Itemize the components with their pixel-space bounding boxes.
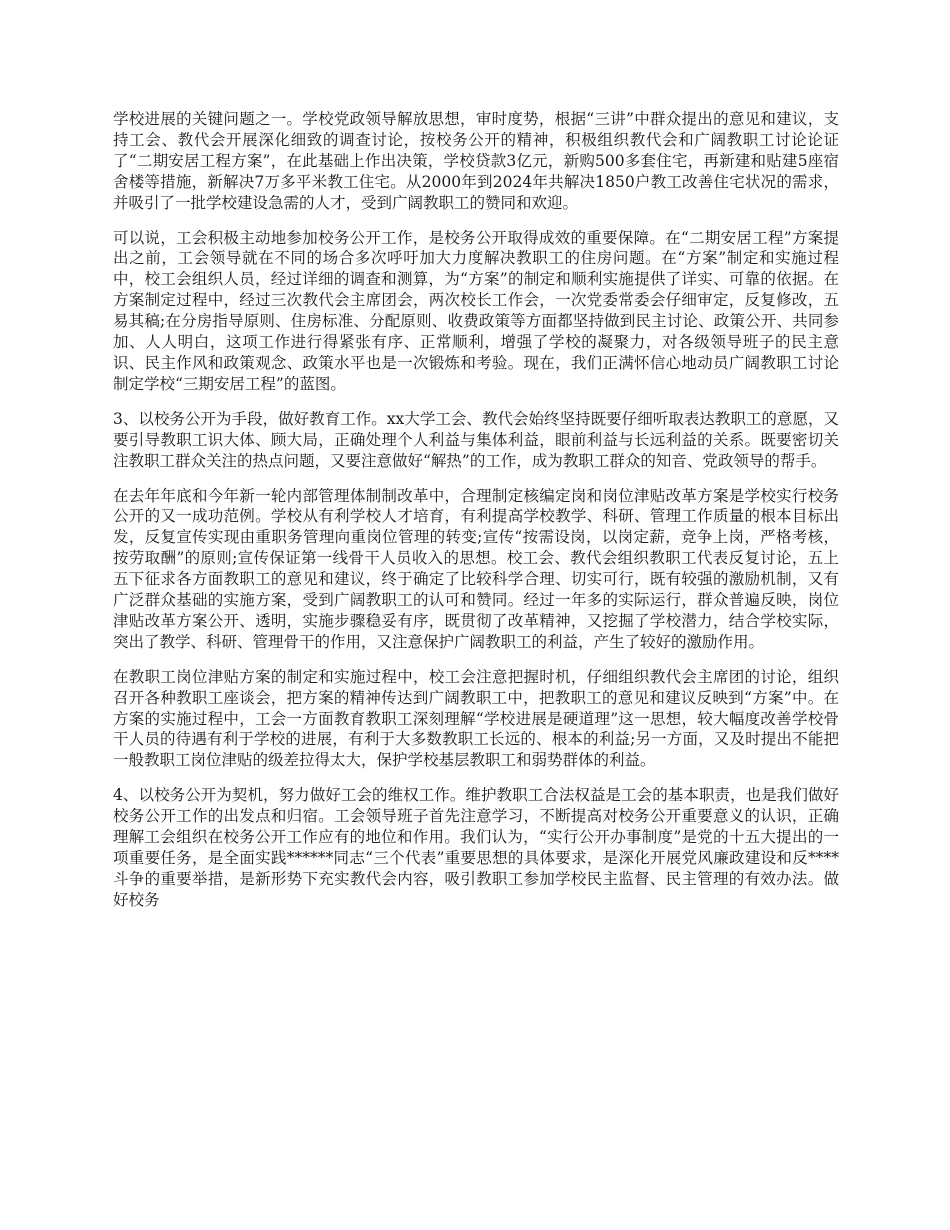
paragraph-section-3-education: 3、以校务公开为手段，做好教育工作。xx大学工会、教代会始终坚持既要仔细听取表达教职工的意愿，又要引导教职工识大体、顾大局，正确处理个人利益与集体利益，眼前利益与长远利益的关系。既要密切关注教职工群众关注的热点问题，又要注意做好“解热”的工作，成为教职工群众的知音、党政领导的帮手。 — [113, 409, 839, 470]
paragraph-allowance-implementation: 在教职工岗位津贴方案的制定和实施过程中，校工会注意把握时机，仔细组织教代会主席团的讨论，组织召开各种教职工座谈会，把方案的精神传达到广阔教职工中，把教职工的意见和建议反映到“方案”中。在方案的实施过程中，工会一方面教育教职工深刻理解“学校进展是硬道理”这一思想，较大幅度改善学校骨干人员的待遇有利于学校的进展，有利于大多数教职工长远的、根本的利益;另一方面，又及时提出不能把一般教职工岗位津贴的级差拉得太大，保护学校基层教职工和弱势群体的利益。 — [113, 667, 839, 770]
paragraph-section-4-rights: 4、以校务公开为契机，努力做好工会的维权工作。维护教职工合法权益是工会的基本职责，也是我们做好校务公开工作的出发点和归宿。工会领导班子首先注意学习，不断提高对校务公开重要意义的认识，正确理解工会组织在校务公开工作应有的地位和作用。我们认为，“实行公开办事制度”是党的十五大提出的一项重要任务，是全面实践******同志“三个代表”重要思想的具体要求，是深化开展党风廉政建设和反****斗争的重要举措，是新形势下充实教代会内容，吸引教职工参加学校民主监督、民主管理的有效办法。做好校务 — [113, 786, 839, 909]
paragraph-housing-decision: 学校进展的关键问题之一。学校党政领导解放思想，审时度势，根据“三讲”中群众提出的意见和建议，支持工会、教代会开展深化细致的调查讨论，按校务公开的精神，积极组织教代会和广阔教职工讨论论证了“二期安居工程方案”，在此基础上作出决策，学校贷款3亿元，新购500多套住宅，再新建和贴建5座宿舍楼等措施，新解决7万多平米教工住宅。从2000年到2024年共解决1850户教工改善住宅状况的需求，并吸引了一批学校建设急需的人才，受到广阔教职工的赞同和欢迎。 — [113, 110, 839, 212]
document-page — [113, 109, 839, 925]
paragraph-reform-example: 在去年年底和今年新一轮内部管理体制制改革中，合理制定核编定岗和岗位津贴改革方案是学校实行校务公开的又一成功范例。学校从有利学校人才培育，有利提高学校教学、科研、管理工作质量的根本目标出发，反复宣传实现由重职务管理向重岗位管理的转变;宣传“按需设岗，以岗定薪，竞争上岗，严格考核，按劳取酬”的原则;宣传保证第一线骨干人员收入的思想。校工会、教代会组织教职工代表反复讨论，五上五下征求各方面教职工的意见和建议，终于确定了比较科学合理、切实可行，既有较强的激励机制，又有广泛群众基础的实施方案，受到广阔教职工的认可和赞同。经过一年多的实际运行，群众普遍反映，岗位津贴改革方案公开、透明，实施步骤稳妥有序，既贯彻了改革精神，又挖掘了学校潜力，结合学校实际，突出了教学、科研、管理骨干的作用，又注意保护广阔教职工的利益，产生了较好的激励作用。 — [113, 486, 839, 651]
paragraph-union-participation: 可以说，工会积极主动地参加校务公开工作，是校务公开取得成效的重要保障。在“二期安居工程”方案提出之前，工会领导就在不同的场合多次呼吁加大力度解决教职工的住房问题。在“方案”制定和实施过程中，校工会组织人员，经过详细的调查和测算，为“方案”的制定和顺利实施提供了详实、可靠的依据。在方案制定过程中，经过三次教代会主席团会，两次校长工作会，一次党委常委会仔细审定，反复修改，五易其稿;在分房指导原则、住房标准、分配原则、收费政策等方面都坚持做到民主讨论、政策公开、共同参加、人人明白，这项工作进行得紧张有序、正常顺利，增强了学校的凝聚力，对各级领导班子的民主意识、民主作风和政策观念、政策水平也是一次锻炼和考验。现在，我们正满怀信心地动员广阔教职工讨论制定学校“三期安居工程”的蓝图。 — [113, 228, 839, 393]
